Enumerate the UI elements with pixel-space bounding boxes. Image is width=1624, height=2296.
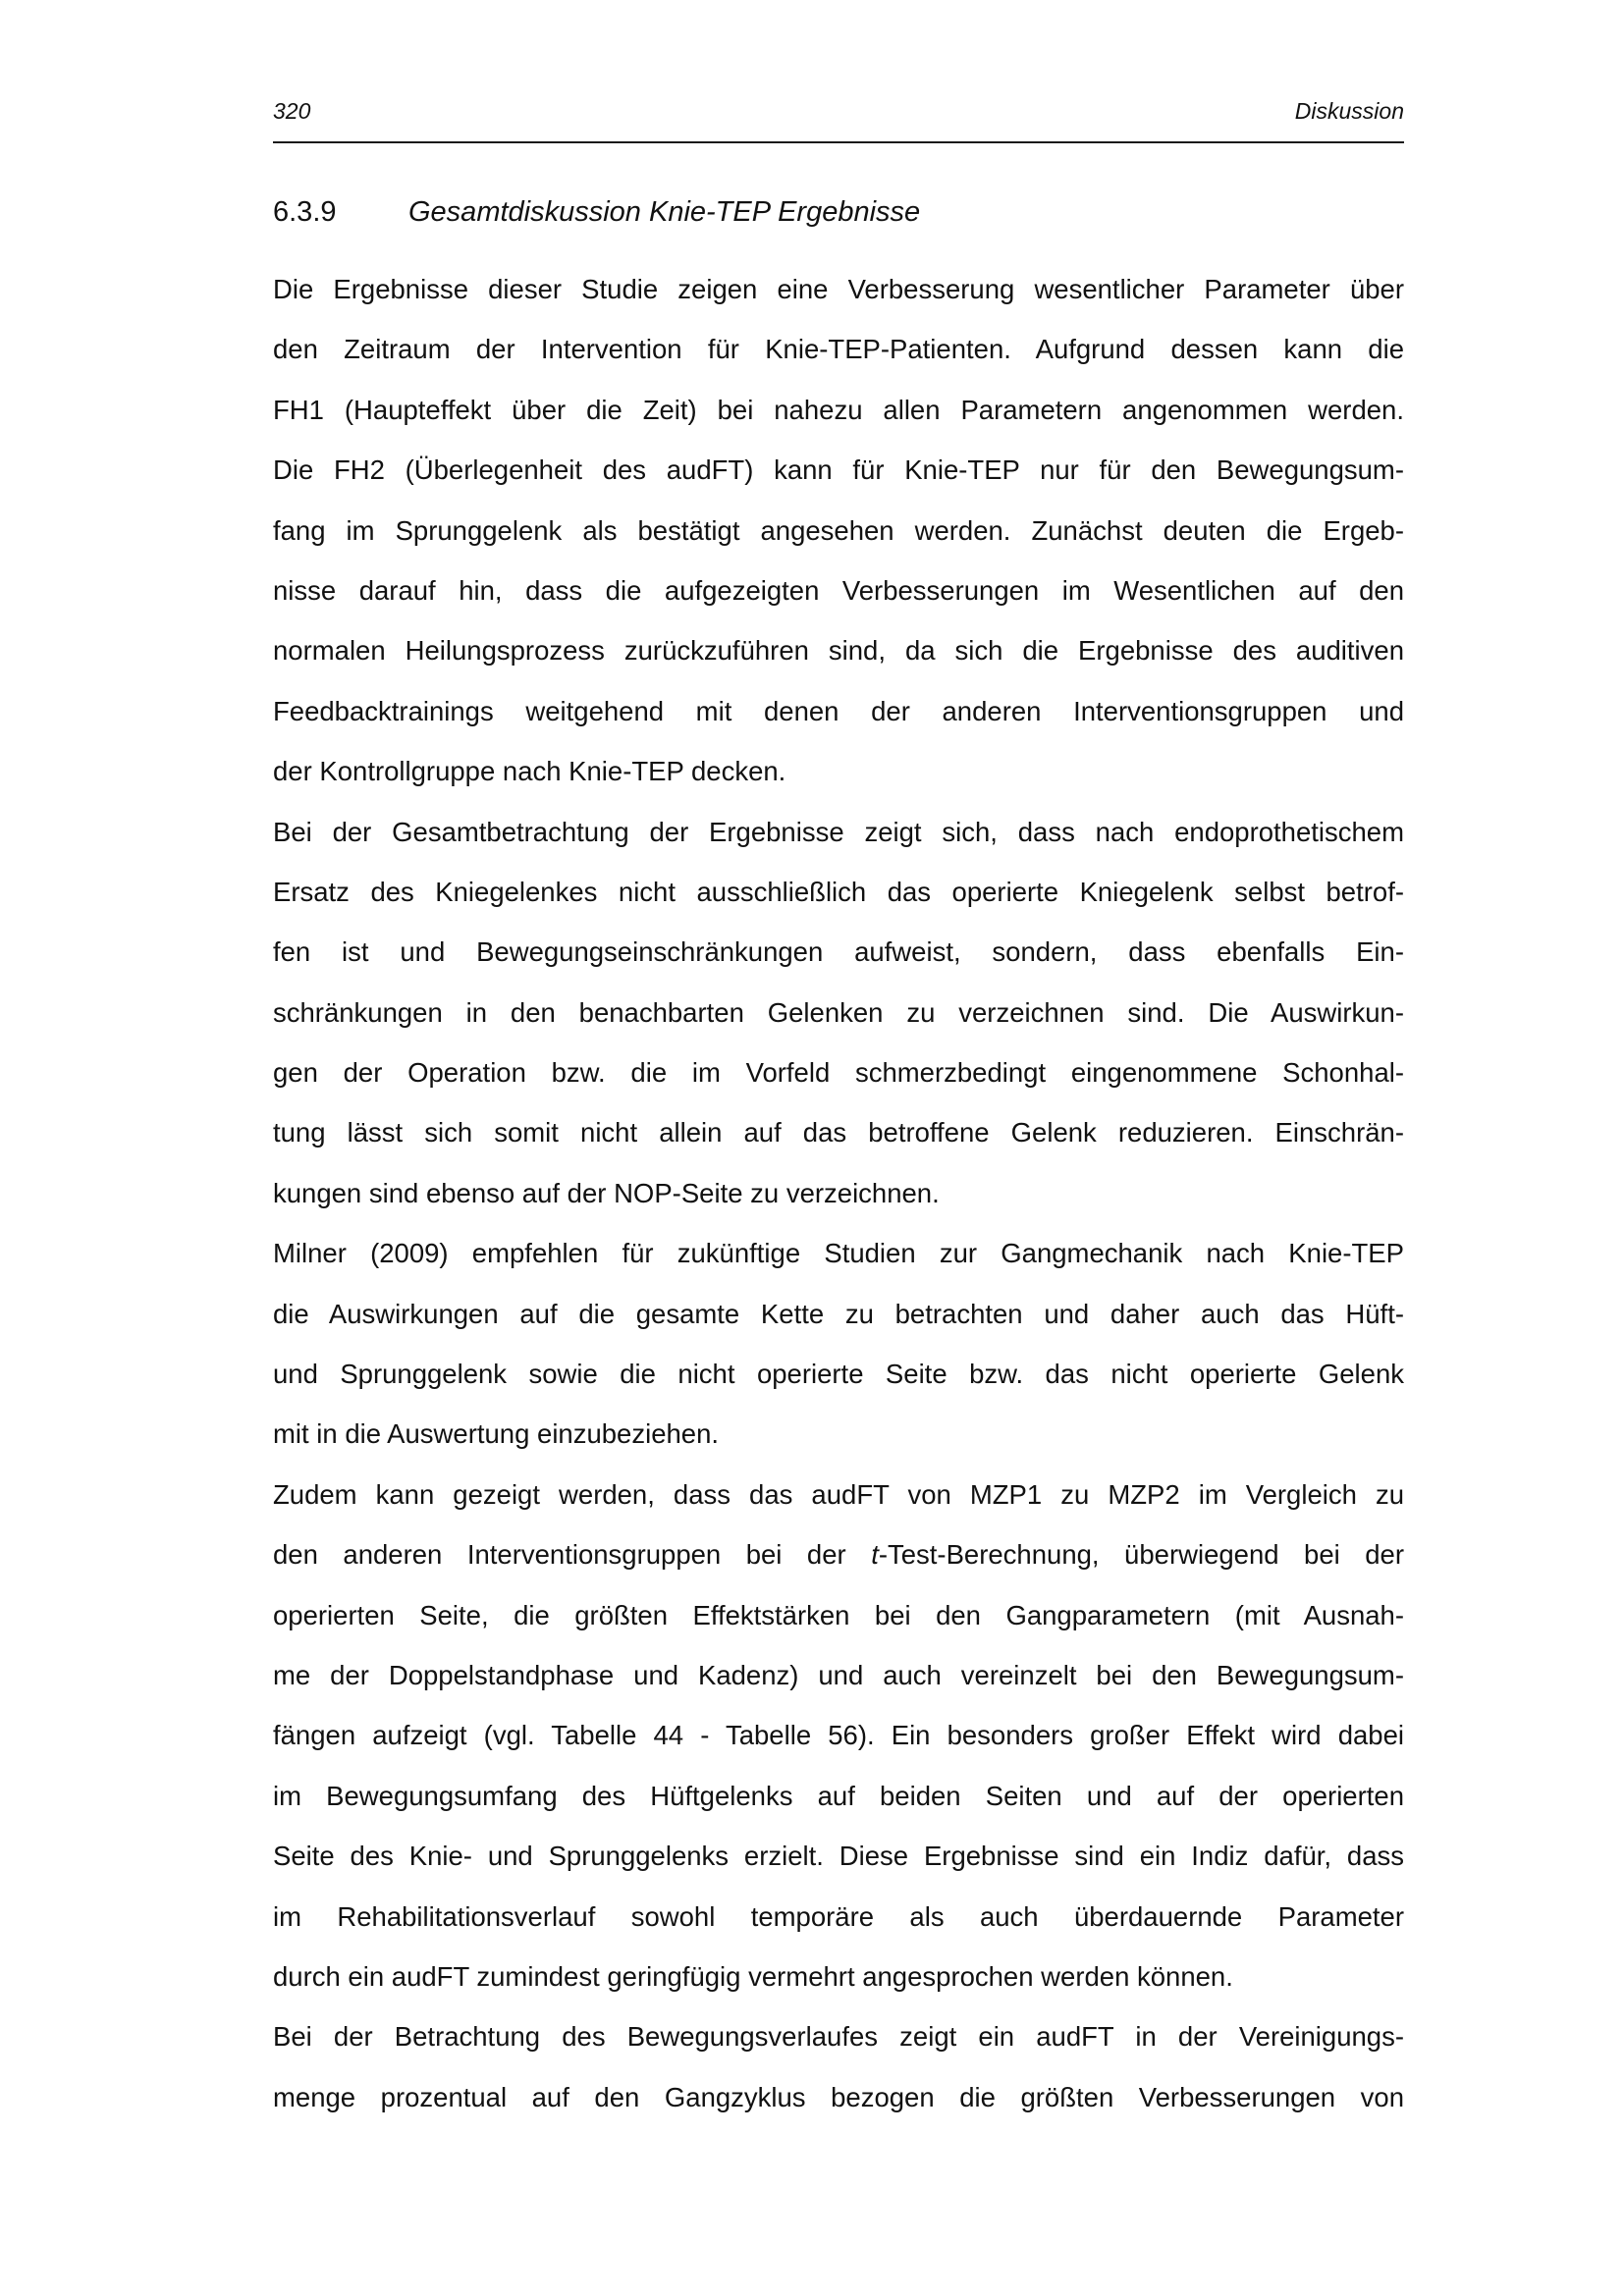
text-line: kungen sind ebenso auf der NOP-Seite zu verzeichnen. bbox=[273, 1177, 940, 1208]
page-number: 320 bbox=[273, 98, 311, 124]
section-number: 6.3.9 bbox=[273, 196, 337, 228]
text-line: menge prozentual auf den Gangzyklus bezogen die größten Verbesserungen von bbox=[273, 2081, 1404, 2112]
text-line: den Zeitraum der Intervention für Knie-TEP-Patienten. Aufgrund dessen kann die bbox=[273, 334, 1404, 365]
text-line: im Bewegungsumfang des Hüftgelenks auf beiden Seiten und auf der operierten bbox=[273, 1780, 1404, 1811]
section-heading bbox=[273, 192, 1404, 232]
text-line: Die FH2 (Überlegenheit des audFT) kann für Knie-TEP nur für den Bewegungsum- bbox=[273, 454, 1404, 486]
text-line: Zudem kann gezeigt werden, dass das audFT von MZP1 zu MZP2 im Vergleich zu bbox=[273, 1478, 1404, 1510]
text-line: operierten Seite, die größten Effektstärken bei den Gangparametern (mit Ausnah- bbox=[273, 1599, 1404, 1630]
text-line: Ersatz des Kniegelenkes nicht ausschließlich das operierte Kniegelenk selbst betrof- bbox=[273, 876, 1404, 907]
text-line: und Sprunggelenk sowie die nicht operierte Seite bzw. das nicht operierte Gelenk bbox=[273, 1359, 1404, 1390]
text-line: der Kontrollgruppe nach Knie-TEP decken. bbox=[273, 756, 786, 787]
body-text bbox=[273, 270, 1404, 2138]
text-line: den anderen Interventionsgruppen bei der t-Test-Berechnung, überwiegend bei der bbox=[273, 1539, 1405, 1571]
section-title: Gesamtdiskussion Knie-TEP Ergebnisse bbox=[408, 196, 921, 228]
text-line: schränkungen in den benachbarten Gelenken zu verzeichnen sind. Die Auswirkun- bbox=[273, 996, 1404, 1028]
text-line: nisse darauf hin, dass die aufgezeigten Verbesserungen im Wesentlichen auf den bbox=[273, 574, 1404, 606]
text-line: Seite des Knie- und Sprunggelenks erzielt. Diese Ergebnisse sind ein Indiz dafür, dass bbox=[273, 1841, 1404, 1872]
text-line: Die Ergebnisse dieser Studie zeigen eine Verbesserung wesentlicher Parameter über bbox=[273, 274, 1404, 304]
text-line: normalen Heilungsprozess zurückzuführen sind, da sich die Ergebnisse des auditiven bbox=[273, 635, 1404, 667]
text-line: im Rehabilitationsverlauf sowohl temporäre als auch überdauernde Parameter bbox=[273, 1900, 1404, 1932]
text-line: fängen aufzeigt (vgl. Tabelle 44 - Tabelle 56). Ein besonders großer Effekt wird dabei bbox=[273, 1720, 1404, 1751]
page-header bbox=[273, 94, 1404, 143]
text-line: Bei der Betrachtung des Bewegungsverlaufes zeigt ein audFT in der Vereinigungs- bbox=[273, 2021, 1404, 2053]
text-line: gen der Operation bzw. die im Vorfeld schmerzbedingt eingenommene Schonhal- bbox=[273, 1057, 1404, 1089]
text-line: me der Doppelstandphase und Kadenz) und auch vereinzelt bei den Bewegungsum- bbox=[273, 1659, 1404, 1690]
text-line: Feedbacktrainings weitgehend mit denen der anderen Interventionsgruppen und bbox=[273, 695, 1404, 726]
text-line: Milner (2009) empfehlen für zukünftige Studien zur Gangmechanik nach Knie-TEP bbox=[273, 1238, 1404, 1269]
text-line: fen ist und Bewegungseinschränkungen aufweist, sondern, dass ebenfalls Ein- bbox=[273, 936, 1404, 968]
text-line: tung lässt sich somit nicht allein auf das betroffene Gelenk reduzieren. Einschrän- bbox=[273, 1117, 1404, 1148]
text-line: durch ein audFT zumindest geringfügig vermehrt angesprochen werden können. bbox=[273, 1960, 1233, 1992]
running-title: Diskussion bbox=[1294, 98, 1404, 124]
text-line: Bei der Gesamtbetrachtung der Ergebnisse zeigt sich, dass nach endoprothetischem bbox=[273, 816, 1404, 847]
text-line: mit in die Auswertung einzubeziehen. bbox=[273, 1418, 720, 1450]
text-line: fang im Sprunggelenk als bestätigt angesehen werden. Zunächst deuten die Ergeb- bbox=[273, 514, 1404, 546]
text-line: die Auswirkungen auf die gesamte Kette zu betrachten und daher auch das Hüft- bbox=[273, 1298, 1404, 1329]
text-line: FH1 (Haupteffekt über die Zeit) bei nahezu allen Parametern angenommen werden. bbox=[273, 394, 1404, 425]
